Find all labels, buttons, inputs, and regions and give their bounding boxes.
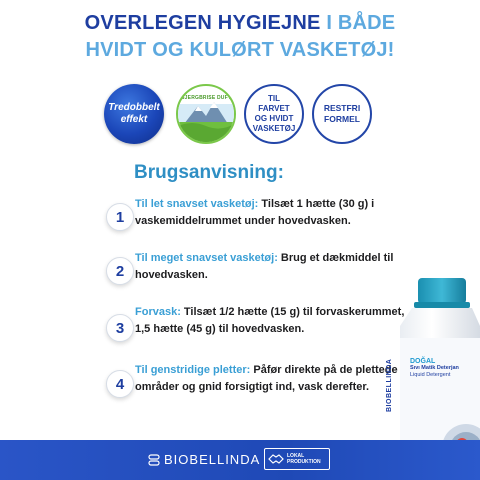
badge-residue-free-line-2: FORMEL (324, 114, 360, 124)
headline (0, 10, 480, 64)
badge-colored-white-line-3: OG HVIDT (254, 114, 294, 123)
badge-triple-effect-line-1: Tredobbelt (108, 102, 160, 113)
headline-line-1 (0, 10, 480, 37)
step-number-badge: 1 (106, 203, 134, 231)
footer-brand (148, 452, 260, 467)
section-title: Brugsanvisning: (134, 162, 284, 183)
feature-badges (0, 84, 480, 146)
step-body: Tilsæt 1/2 hætte (15 g) til forvaskerummet, 1,5 hætte (45 g) til hovedvasken. (135, 306, 405, 335)
badge-colored-white-line-2: FARVET (258, 104, 290, 113)
badge-triple-effect (104, 84, 164, 144)
local-production-line-2: PRODUKTION (287, 459, 321, 465)
headline-light-text: I BÅDE (326, 12, 396, 34)
step-lead: Til let snavset vasketøj: (135, 198, 259, 210)
mountain-icon (178, 86, 234, 142)
badge-mountain-breeze (176, 84, 236, 144)
step-text (135, 362, 405, 396)
badge-colored-white (244, 84, 304, 144)
step-body: Tilsæt 1 hætte (30 g) i vaskemiddelrummet under hovedvasken. (135, 198, 375, 227)
badge-triple-effect-line-2: effekt (120, 114, 148, 125)
bottle-label-line-3: Liquid Detergent (410, 372, 451, 378)
bottle-label (410, 358, 480, 379)
badge-residue-free-line-1: RESTFRI (323, 103, 361, 113)
step-number-badge: 2 (106, 257, 134, 285)
step-lead: Forvask: (135, 306, 181, 318)
handshake-icon (268, 452, 284, 466)
step-text (135, 196, 405, 230)
bottle-brand-text: BIOBELLINDA (386, 358, 393, 412)
badge-mountain-breeze-label: BJERGBRISE DUFT (180, 95, 232, 101)
headline-line-2: HVIDT OG KULØRT VASKETØJ! (85, 39, 395, 61)
step-lead: Til meget snavset vasketøj: (135, 252, 278, 264)
headline-dark-text: OVERLEGEN HYGIEJNE (84, 12, 321, 34)
footer-brand-text: BIOBELLINDA (164, 452, 261, 467)
local-production-badge (264, 448, 330, 470)
badge-residue-free (312, 84, 372, 144)
step-lead: Til genstridige pletter: (135, 364, 251, 376)
footer-bar (0, 440, 480, 480)
bottle-label-line-2: Sıvı Matik Deterjan (410, 365, 459, 371)
local-production-line-1: LOKAL (287, 453, 305, 459)
step-text (135, 250, 405, 284)
step-number-badge: 3 (106, 314, 134, 342)
bottle-label-line-1: DOĞAL (410, 358, 436, 365)
step-text (135, 304, 405, 338)
badge-colored-white-line-1: TIL (268, 94, 280, 103)
step-number-badge: 4 (106, 370, 134, 398)
brand-logo-icon (148, 454, 160, 466)
step-body: Påfør direkte på de plettede områder og gnid forsigtigt ind, vask derefter. (135, 364, 398, 393)
badge-colored-white-line-4: VASKETØJ (252, 124, 296, 133)
step-body: Brug et dækmiddel til hovedvasken. (135, 252, 394, 281)
